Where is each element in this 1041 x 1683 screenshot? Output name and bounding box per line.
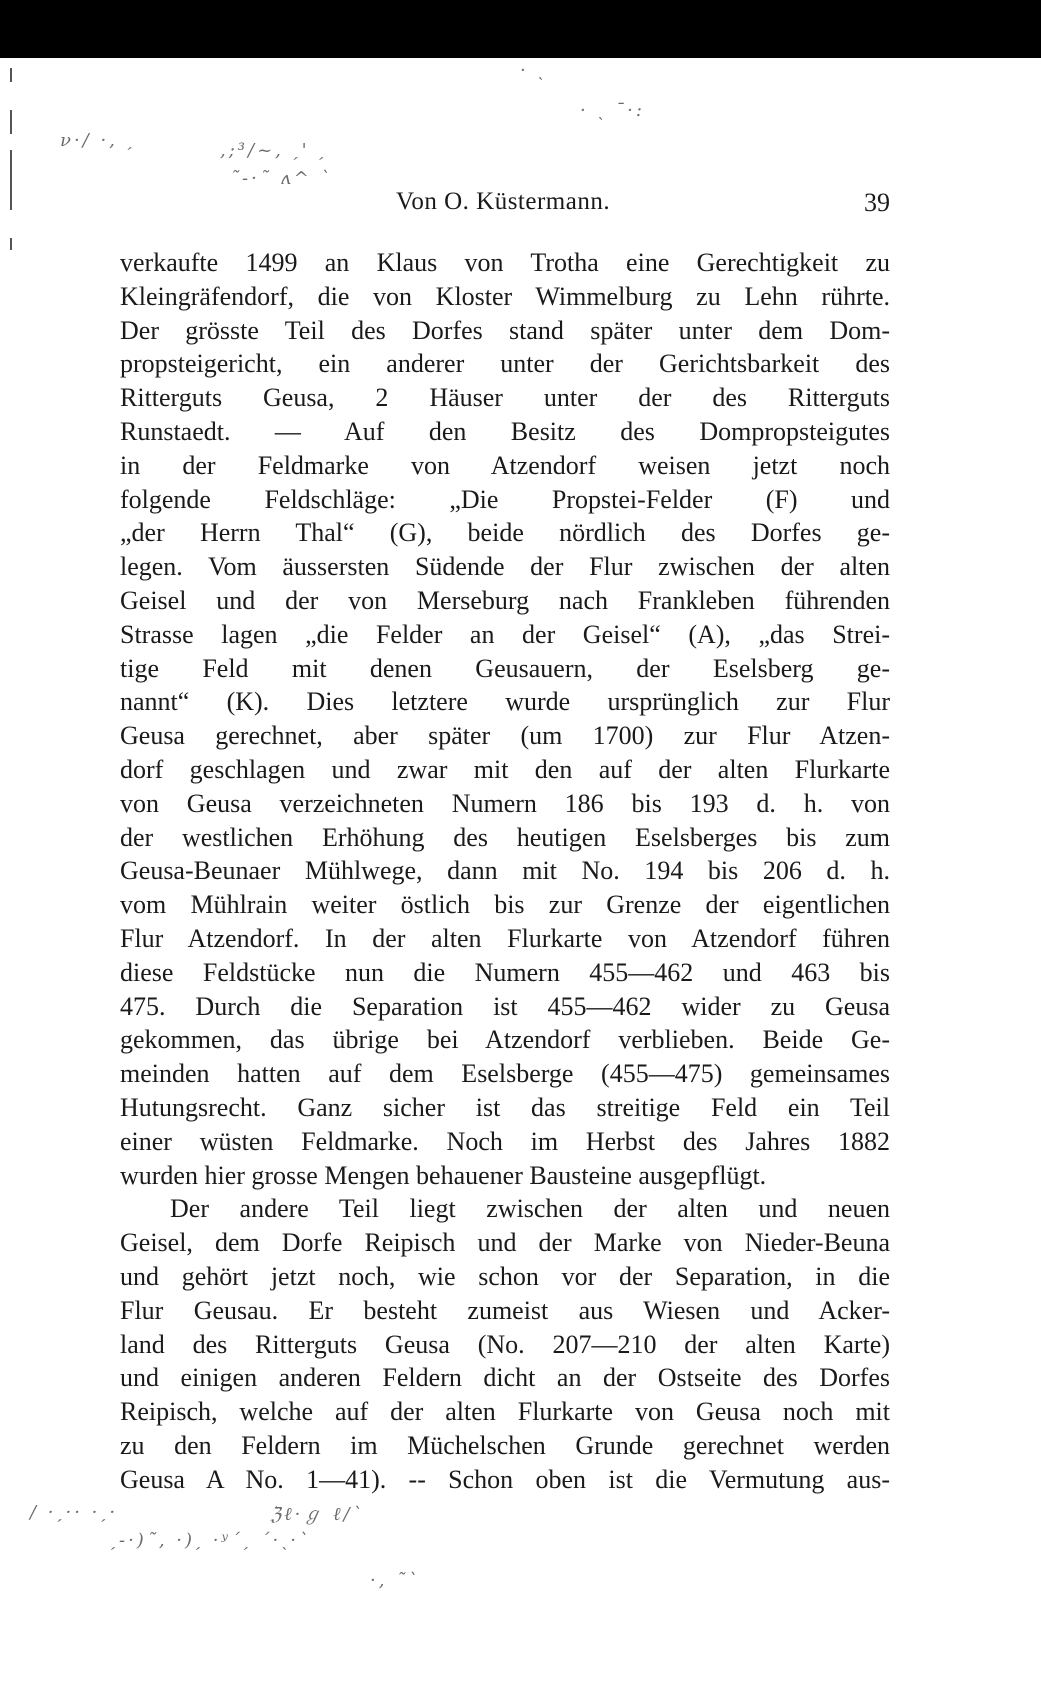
text-line: gekommen, das übrige bei Atzendorf verblieben. Beide Ge- xyxy=(120,1025,890,1055)
bleed-through-marks: ℨℓ·ℊ ℓ/ˋ xyxy=(270,1504,365,1525)
text-line: folgende Feldschläge: „Die Propstei-Felder (F) und xyxy=(120,484,890,514)
bleed-through-marks: / ·ˏ·· ·ˏ· xyxy=(30,1502,119,1523)
bleed-through-marks: ν·/ ·, ˏ xyxy=(60,130,136,151)
text-line: Ritterguts Geusa, 2 Häuser unter der des Ritterguts xyxy=(120,383,890,413)
text-line: Geusa-Beunaer Mühlwege, dann mit No. 194 bis 206 d. h. xyxy=(120,856,890,886)
text-line: land des Ritterguts Geusa (No. 207—210 der alten Karte) xyxy=(120,1329,890,1359)
text-line: von Geusa verzeichneten Numern 186 bis 193 d. h. von xyxy=(120,788,890,818)
text-line: vom Mühlrain weiter östlich bis zur Grenze der eigentlichen xyxy=(120,890,890,920)
text-line: Flur Geusau. Er besteht zumeist aus Wiesen und Acker- xyxy=(120,1295,890,1325)
bleed-through-marks: · ˎ ˉ·: xyxy=(580,100,645,121)
text-line: legen. Vom äussersten Südende der Flur zwischen der alten xyxy=(120,552,890,582)
scan-border-top xyxy=(0,0,1041,58)
text-line: Reipisch, welche auf der alten Flurkarte von Geusa noch mit xyxy=(120,1397,890,1427)
text-line: „der Herrn Thal“ (G), beide nördlich des Dorfes ge- xyxy=(120,518,890,548)
text-line: Geusa gerechnet, aber später (um 1700) zur Flur Atzen- xyxy=(120,721,890,751)
text-line: wurden hier grosse Mengen behauener Bausteine ausgepflügt. xyxy=(120,1160,767,1190)
text-line: Der grösste Teil des Dorfes stand später unter dem Dom- xyxy=(120,315,890,345)
bleed-through-marks: ˜-·˜ ʌ^ ˋ xyxy=(230,168,333,189)
text-line: Flur Atzendorf. In der alten Flurkarte von Atzendorf führen xyxy=(120,923,890,953)
text-line: Geisel und der von Merseburg nach Frankleben führenden xyxy=(120,585,890,615)
scan-edge-mark xyxy=(10,68,12,82)
text-line: dorf geschlagen und zwar mit den auf der alten Flurkarte xyxy=(120,754,890,784)
text-line: Kleingräfendorf, die von Kloster Wimmelburg zu Lehn rührte. xyxy=(120,281,890,311)
text-line: Der andere Teil liegt zwischen der alten und neuen xyxy=(170,1194,890,1224)
text-line: propsteigericht, ein anderer unter der Gerichtsbarkeit des xyxy=(120,349,890,379)
text-line: einer wüsten Feldmarke. Noch im Herbst des Jahres 1882 xyxy=(120,1126,890,1156)
text-line: Strasse lagen „die Felder an der Geisel“ (A), „das Strei- xyxy=(120,619,890,649)
text-line: Geusa A No. 1—41). -- Schon oben ist die Vermutung aus- xyxy=(120,1464,890,1494)
text-line: Hutungsrecht. Ganz sicher ist das streitige Feld ein Teil xyxy=(120,1092,890,1122)
page-header xyxy=(120,188,890,224)
scan-edge-mark xyxy=(10,238,12,250)
bleed-through-marks: · ˎ xyxy=(520,60,547,81)
text-line: tige Feld mit denen Geusauern, der Eselsberg ge- xyxy=(120,653,890,683)
text-line: der westlichen Erhöhung des heutigen Eselsberges bis zum xyxy=(120,822,890,852)
text-line: diese Feldstücke nun die Numern 455—462 und 463 bis xyxy=(120,957,890,987)
text-line: 475. Durch die Separation ist 455—462 wider zu Geusa xyxy=(120,991,890,1021)
scan-edge-mark xyxy=(10,110,12,134)
text-line: Geisel, dem Dorfe Reipisch und der Marke von Nieder-Beuna xyxy=(120,1228,890,1258)
bleed-through-marks: ·, ˜ˋ xyxy=(370,1570,421,1591)
scan-edge-mark xyxy=(10,150,12,210)
text-line: nannt“ (K). Dies letztere wurde ursprünglich zur Flur xyxy=(120,687,890,717)
text-line: zu den Feldern im Müchelschen Grunde gerechnet werden xyxy=(120,1430,890,1460)
text-line: meinden hatten auf dem Eselsberge (455—475) gemeinsames xyxy=(120,1059,890,1089)
running-head: Von O. Küstermann. xyxy=(396,188,611,215)
text-line: und einigen anderen Feldern dicht an der Ostseite des Dorfes xyxy=(120,1363,890,1393)
text-line: verkaufte 1499 an Klaus von Trotha eine Gerechtigkeit zu xyxy=(120,248,890,277)
text-line: Runstaedt. — Auf den Besitz des Dompropsteigutes xyxy=(120,416,890,446)
bleed-through-marks: ˏ-·)˜, ·)ˏ ·ʸˊˏ ˊ·ˎ·ˋ xyxy=(110,1530,311,1551)
page-number: 39 xyxy=(864,188,890,217)
bleed-through-marks: ,;³/~, ˏ' ˏ xyxy=(220,140,328,161)
text-line: und gehört jetzt noch, wie schon vor der Separation, in die xyxy=(120,1261,890,1291)
text-line: in der Feldmarke von Atzendorf weisen jetzt noch xyxy=(120,450,890,480)
body-text xyxy=(120,246,890,1496)
